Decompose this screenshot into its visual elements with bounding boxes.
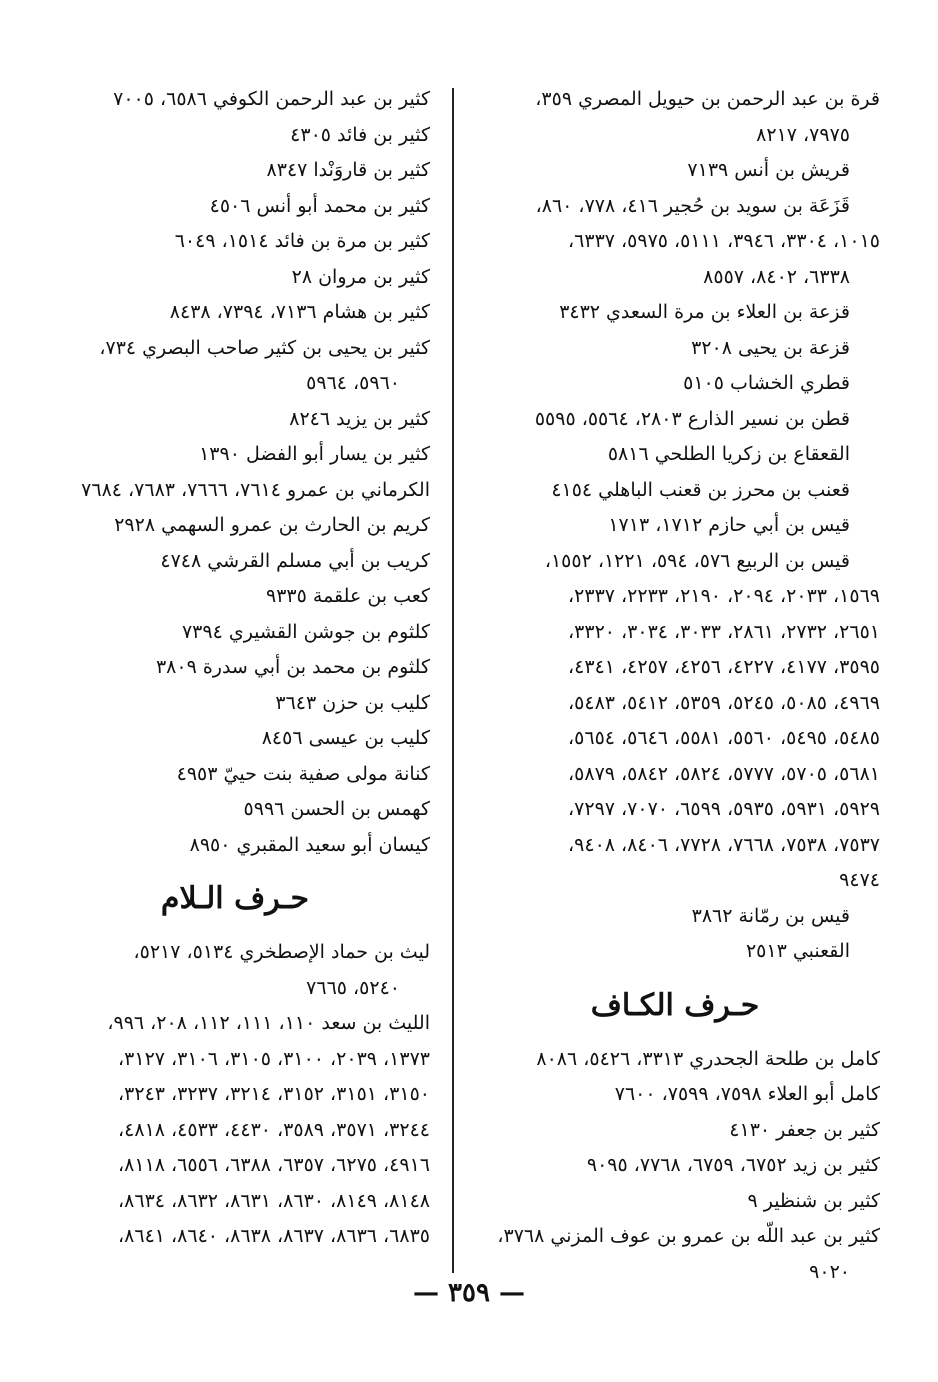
index-entry: كريب بن أبي مسلم القرشي ٤٧٤٨: [160, 549, 430, 572]
index-entry: قعنب بن محرز بن قعنب الباهلي ٤١٥٤: [551, 478, 850, 501]
index-entry: كيسان أبو سعيد المقبري ٨٩٥٠: [189, 833, 430, 856]
index-entry-continuation: ٩٤٧٤: [839, 869, 880, 891]
section-heading-lam: حـرف الـلام: [160, 881, 310, 916]
index-entry: كثير بن عبد الرحمن الكوفي ٦٥٨٦، ٧٠٠٥: [113, 88, 430, 110]
index-entry-continuation: ٩٠٢٠: [809, 1260, 850, 1283]
index-entry: كثير بن مروان ٢٨: [291, 265, 430, 288]
index-entry: كهمس بن الحسن ٥٩٩٦: [243, 798, 430, 820]
index-entry: كنانة مولى صفية بنت حييّ ٤٩٥٣: [176, 762, 430, 785]
index-entry-continuation: ٧٩٧٥، ٨٢١٧: [756, 123, 850, 146]
index-entry: كثير بن زيد ٦٧٥٢، ٦٧٥٩، ٧٧٦٨، ٩٠٩٥: [586, 1154, 880, 1176]
index-entry: كثير بن عبد اللّه بن عمرو بن عوف المزني ٣٧٦٨،: [497, 1225, 880, 1247]
index-entry: كامل بن طلحة الجحدري ٣٣١٣، ٥٤٢٦، ٨٠٨٦: [536, 1047, 880, 1070]
index-entry-continuation: ١٥٦٩، ٢٠٣٣، ٢٠٩٤، ٢١٩٠، ٢٢٣٣، ٢٣٣٧،: [568, 585, 880, 607]
index-entry: ليث بن حماد الإصطخري ٥١٣٤، ٥٢١٧،: [133, 941, 430, 963]
index-entry-continuation: ٤٩١٦، ٦٢٧٥، ٦٣٥٧، ٦٣٨٨، ٦٥٥٦، ٨١١٨،: [118, 1154, 430, 1176]
index-entry-continuation: ٤٩٦٩، ٥٠٨٥، ٥٢٤٥، ٥٣٥٩، ٥٤١٢، ٥٤٨٣،: [568, 691, 880, 714]
index-entry-continuation: ٢٦٥١، ٢٧٣٢، ٢٨٦١، ٣٠٣٣، ٣٠٣٤، ٣٣٢٠،: [568, 620, 880, 643]
index-entry: قَزَعَة بن سويد بن حُجير ٤١٦، ٧٧٨، ٨٦٠،: [535, 194, 850, 217]
index-entry: قرة بن عبد الرحمن بن حيويل المصري ٣٥٩،: [535, 88, 880, 110]
index-entry: قطن بن نسير الذارع ٢٨٠٣، ٥٥٦٤، ٥٥٩٥: [534, 407, 850, 430]
index-entry: كثير بن فائد ٤٣٠٥: [290, 123, 430, 146]
index-entry: كلثوم بن جوشن القشيري ٧٣٩٤: [181, 620, 430, 643]
index-entry: كريم بن الحارث بن عمرو السهمي ٢٩٢٨: [114, 514, 430, 536]
section-heading-kaf: حـرف الكـاف: [590, 987, 760, 1023]
index-entry: قريش بن أنس ٧١٣٩: [687, 159, 850, 181]
index-entry-continuation: ١٣٧٣، ٢٠٣٩، ٣١٠٠، ٣١٠٥، ٣١٠٦، ٣١٢٧،: [118, 1047, 430, 1070]
index-entry: كثير بن مرة بن فائد ١٥١٤، ٦٠٤٩: [174, 230, 430, 252]
index-entry: كليب بن حزن ٣٦٤٣: [275, 691, 430, 714]
index-entry: قيس بن رمّانة ٣٨٦٢: [691, 904, 850, 927]
index-entry-continuation: ٨١٤٨، ٨١٤٩، ٨٦٣٠، ٨٦٣١، ٨٦٣٢، ٨٦٣٤،: [118, 1189, 430, 1212]
index-entry-continuation: ٣٢٤٤، ٣٥٧١، ٣٥٨٩، ٤٤٣٠، ٤٥٣٣، ٤٨١٨،: [118, 1118, 430, 1141]
index-entry: كثير بن يزيد ٨٢٤٦: [289, 407, 430, 430]
index-entry: قطري الخشاب ٥١٠٥: [683, 372, 850, 394]
index-entry: كامل أبو العلاء ٧٥٩٨، ٧٥٩٩، ٧٦٠٠: [614, 1083, 880, 1105]
column-divider: [452, 88, 454, 1273]
index-entry: الكرماني بن عمرو ٧٦١٤، ٧٦٦٦، ٧٦٨٣، ٧٦٨٤: [81, 478, 430, 501]
index-entry-continuation: ٥٤٨٥، ٥٤٩٥، ٥٥٦٠، ٥٥٨١، ٥٦٤٦، ٥٦٥٤،: [568, 727, 880, 749]
index-entry: القعقاع بن زكريا الطلحي ٥٨١٦: [607, 443, 850, 465]
index-entry: قيس بن أبي حازم ١٧١٢، ١٧١٣: [608, 514, 850, 536]
index-entry: كثير بن يسار أبو الفضل ١٣٩٠: [199, 443, 430, 465]
index-entry-continuation: ٥٢٤٠، ٧٦٦٥: [306, 976, 400, 999]
index-entry: كثير بن جعفر ٤١٣٠: [729, 1118, 880, 1141]
index-entry: كعب بن علقمة ٩٣٣٥: [266, 585, 430, 607]
index-entry: الليث بن سعد ١١٠، ١١١، ١١٢، ٢٠٨، ٩٩٦،: [107, 1012, 430, 1034]
index-entry-continuation: ٣٥٩٥، ٤١٧٧، ٤٢٢٧، ٤٢٥٦، ٤٢٥٧، ٤٣٤١،: [568, 656, 880, 678]
index-entry: قزعة بن العلاء بن مرة السعدي ٣٤٣٢: [559, 301, 850, 323]
index-entry: قزعة بن يحيى ٣٢٠٨: [691, 336, 850, 359]
index-entry: القعنبي ٢٥١٣: [745, 940, 850, 962]
index-entry-continuation: ٣١٥٠، ٣١٥١، ٣١٥٢، ٣٢١٤، ٣٢٣٧، ٣٢٤٣،: [118, 1083, 430, 1105]
index-entry: كثير بن قاروَنْدا ٨٣٤٧: [266, 159, 430, 181]
index-entry: كثير بن يحيى بن كثير صاحب البصري ٧٣٤،: [99, 336, 430, 359]
index-entry-continuation: ٧٥٣٧، ٧٥٣٨، ٧٦٦٨، ٧٧٢٨، ٨٤٠٦، ٩٤٠٨،: [568, 833, 880, 856]
index-entry: كلثوم بن محمد بن أبي سدرة ٣٨٠٩: [155, 656, 430, 678]
right-column: [470, 82, 880, 1290]
index-entry-continuation: ٦٨٣٥، ٨٦٣٦، ٨٦٣٧، ٨٦٣٨، ٨٦٤٠، ٨٦٤١،: [118, 1225, 430, 1247]
index-entry: كليب بن عيسى ٨٤٥٦: [261, 727, 430, 749]
left-column: [40, 82, 430, 1255]
index-entry-continuation: ٥٩٢٩، ٥٩٣١، ٥٩٣٥، ٦٥٩٩، ٧٠٧٠، ٧٢٩٧،: [568, 798, 880, 820]
index-entry: كثير بن شنظير ٩: [747, 1189, 880, 1212]
index-entry: قيس بن الربيع ٥٧٦، ٥٩٤، ١٢٢١، ١٥٥٢،: [544, 549, 850, 572]
index-entry: كثير بن محمد أبو أنس ٤٥٠٦: [209, 194, 430, 217]
index-entry-continuation: ٦٣٣٨، ٨٤٠٢، ٨٥٥٧: [703, 265, 850, 288]
index-entry-continuation: ٥٩٦٠، ٥٩٦٤: [306, 372, 400, 394]
index-entry-continuation: ١٠١٥، ٣٣٠٤، ٣٩٤٦، ٥١١١، ٥٩٧٥، ٦٣٣٧،: [568, 230, 880, 252]
index-entry: كثير بن هشام ٧١٣٦، ٧٣٩٤، ٨٤٣٨: [169, 301, 430, 323]
page-number: — ٣٥٩ —: [412, 1278, 526, 1308]
index-entry-continuation: ٥٦٨١، ٥٧٠٥، ٥٧٧٧، ٥٨٢٤، ٥٨٤٢، ٥٨٧٩،: [568, 762, 880, 785]
